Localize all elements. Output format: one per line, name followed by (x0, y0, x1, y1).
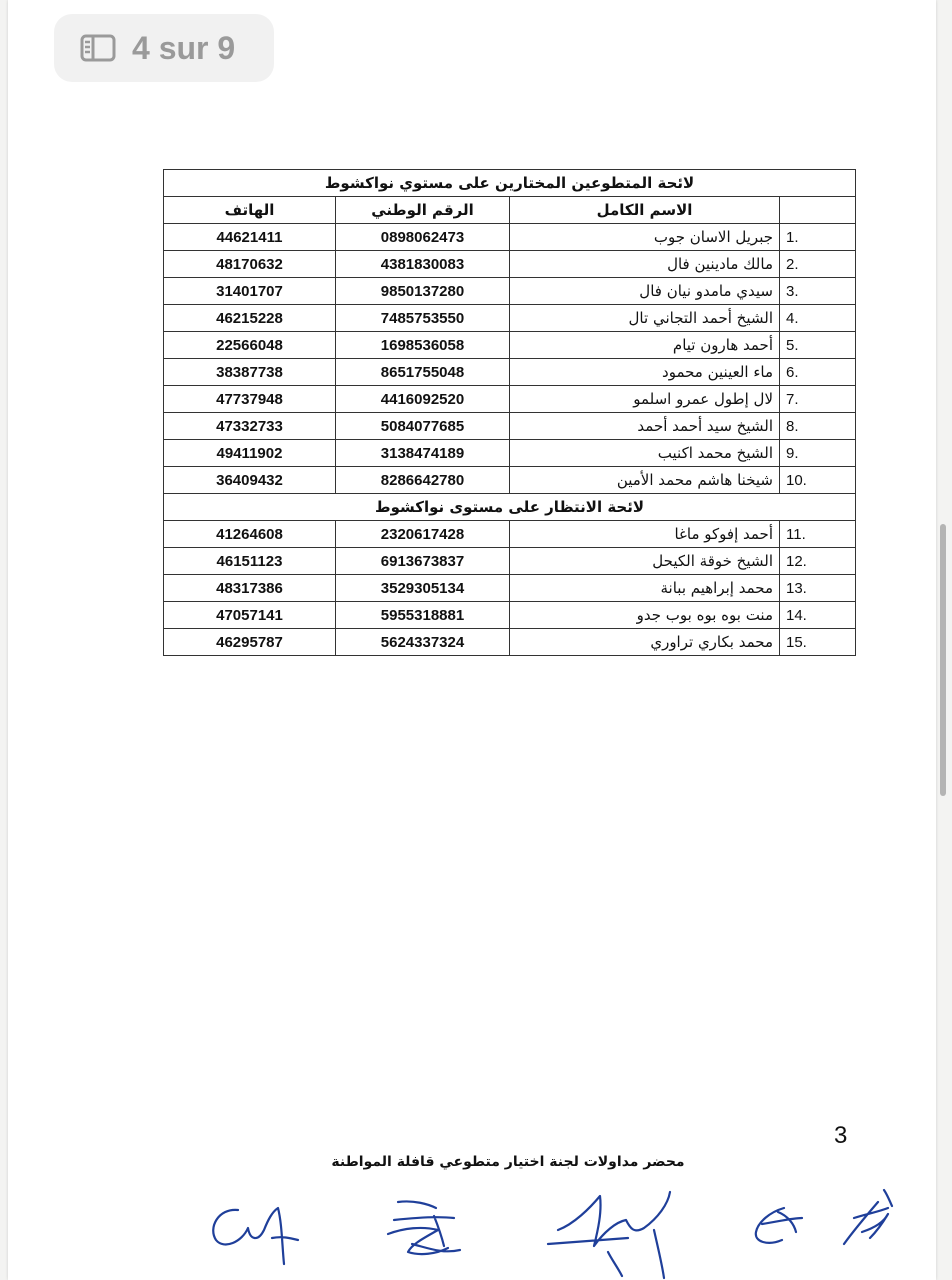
index-cell: 2. (780, 251, 856, 278)
name-cell: أحمد هارون تيام (510, 332, 780, 359)
national-id-cell: 5084077685 (336, 413, 510, 440)
header-national-id: الرقم الوطني (336, 197, 510, 224)
selected-row (164, 440, 856, 467)
phone-cell: 46151123 (164, 548, 336, 575)
selected-row (164, 359, 856, 386)
waiting-row (164, 575, 856, 602)
signature-1 (213, 1208, 298, 1264)
selected-list-title: لائحة المتطوعين المختارين على مستوي نواكشوط (164, 170, 856, 197)
name-cell: سيدي مامدو نيان فال (510, 278, 780, 305)
index-cell: 12. (780, 548, 856, 575)
national-id-cell: 8651755048 (336, 359, 510, 386)
national-id-cell: 7485753550 (336, 305, 510, 332)
national-id-cell: 3138474189 (336, 440, 510, 467)
name-cell: لال إطول عمرو اسلمو (510, 386, 780, 413)
phone-cell: 47332733 (164, 413, 336, 440)
index-cell: 7. (780, 386, 856, 413)
phone-cell: 49411902 (164, 440, 336, 467)
phone-cell: 48170632 (164, 251, 336, 278)
national-id-cell: 3529305134 (336, 575, 510, 602)
national-id-cell: 8286642780 (336, 467, 510, 494)
waiting-row (164, 602, 856, 629)
phone-cell: 22566048 (164, 332, 336, 359)
index-cell: 11. (780, 521, 856, 548)
page-counter[interactable] (54, 14, 274, 82)
national-id-cell: 9850137280 (336, 278, 510, 305)
selected-row (164, 413, 856, 440)
phone-cell: 31401707 (164, 278, 336, 305)
header-index (780, 197, 856, 224)
signature-5 (844, 1190, 892, 1244)
signatures (198, 1168, 918, 1280)
index-cell: 15. (780, 629, 856, 656)
selected-row (164, 224, 856, 251)
waiting-row (164, 629, 856, 656)
name-cell: ماء العينين محمود (510, 359, 780, 386)
index-cell: 13. (780, 575, 856, 602)
waiting-row (164, 521, 856, 548)
name-cell: الشيخ سيد أحمد أحمد (510, 413, 780, 440)
name-cell: أحمد إفوكو ماغا (510, 521, 780, 548)
header-phone: الهاتف (164, 197, 336, 224)
phone-cell: 47737948 (164, 386, 336, 413)
volunteers-table (163, 169, 856, 656)
name-cell: جبريل الاسان جوب (510, 224, 780, 251)
national-id-cell: 0898062473 (336, 224, 510, 251)
selected-row (164, 305, 856, 332)
footer-caption: محضر مداولات لجنة اختيار متطوعي قافلة المواطنة (331, 1154, 685, 1170)
name-cell: الشيخ خوقة الكيحل (510, 548, 780, 575)
phone-cell: 46295787 (164, 629, 336, 656)
scrollbar[interactable] (940, 0, 950, 1280)
index-cell: 5. (780, 332, 856, 359)
signature-4 (756, 1208, 802, 1243)
selected-row (164, 278, 856, 305)
phone-cell: 48317386 (164, 575, 336, 602)
national-id-cell: 2320617428 (336, 521, 510, 548)
index-cell: 8. (780, 413, 856, 440)
phone-cell: 46215228 (164, 305, 336, 332)
name-cell: الشيخ أحمد التجاني تال (510, 305, 780, 332)
phone-cell: 47057141 (164, 602, 336, 629)
signature-3 (548, 1192, 670, 1278)
national-id-cell: 6913673837 (336, 548, 510, 575)
header-row (164, 197, 856, 224)
index-cell: 4. (780, 305, 856, 332)
document-page (8, 0, 936, 1280)
national-id-cell: 4416092520 (336, 386, 510, 413)
phone-cell: 38387738 (164, 359, 336, 386)
name-cell: شيخنا هاشم محمد الأمين (510, 467, 780, 494)
index-cell: 9. (780, 440, 856, 467)
national-id-cell: 1698536058 (336, 332, 510, 359)
phone-cell: 41264608 (164, 521, 336, 548)
selected-row (164, 251, 856, 278)
national-id-cell: 5955318881 (336, 602, 510, 629)
index-cell: 10. (780, 467, 856, 494)
index-cell: 14. (780, 602, 856, 629)
scrollbar-thumb[interactable] (940, 524, 946, 796)
national-id-cell: 5624337324 (336, 629, 510, 656)
name-cell: مالك مادينين فال (510, 251, 780, 278)
name-cell: منت بوه بوه بوب جدو (510, 602, 780, 629)
selected-row (164, 467, 856, 494)
index-cell: 6. (780, 359, 856, 386)
index-cell: 3. (780, 278, 856, 305)
sidebar-icon[interactable] (80, 34, 116, 62)
national-id-cell: 4381830083 (336, 251, 510, 278)
selected-title-row (164, 170, 856, 197)
name-cell: محمد بكاري تراوري (510, 629, 780, 656)
phone-cell: 44621411 (164, 224, 336, 251)
page-counter-label: 4 sur 9 (132, 29, 236, 66)
signature-2 (388, 1201, 460, 1254)
index-cell: 1. (780, 224, 856, 251)
header-full-name: الاسم الكامل (510, 197, 780, 224)
selected-row (164, 332, 856, 359)
waiting-list-title: لائحة الانتظار على مستوى نواكشوط (164, 494, 856, 521)
selected-row (164, 386, 856, 413)
waiting-row (164, 548, 856, 575)
waiting-title-row (164, 494, 856, 521)
page-number: 3 (834, 1122, 848, 1149)
phone-cell: 36409432 (164, 467, 336, 494)
name-cell: الشيخ محمد اكنيب (510, 440, 780, 467)
name-cell: محمد إبراهيم ببانة (510, 575, 780, 602)
